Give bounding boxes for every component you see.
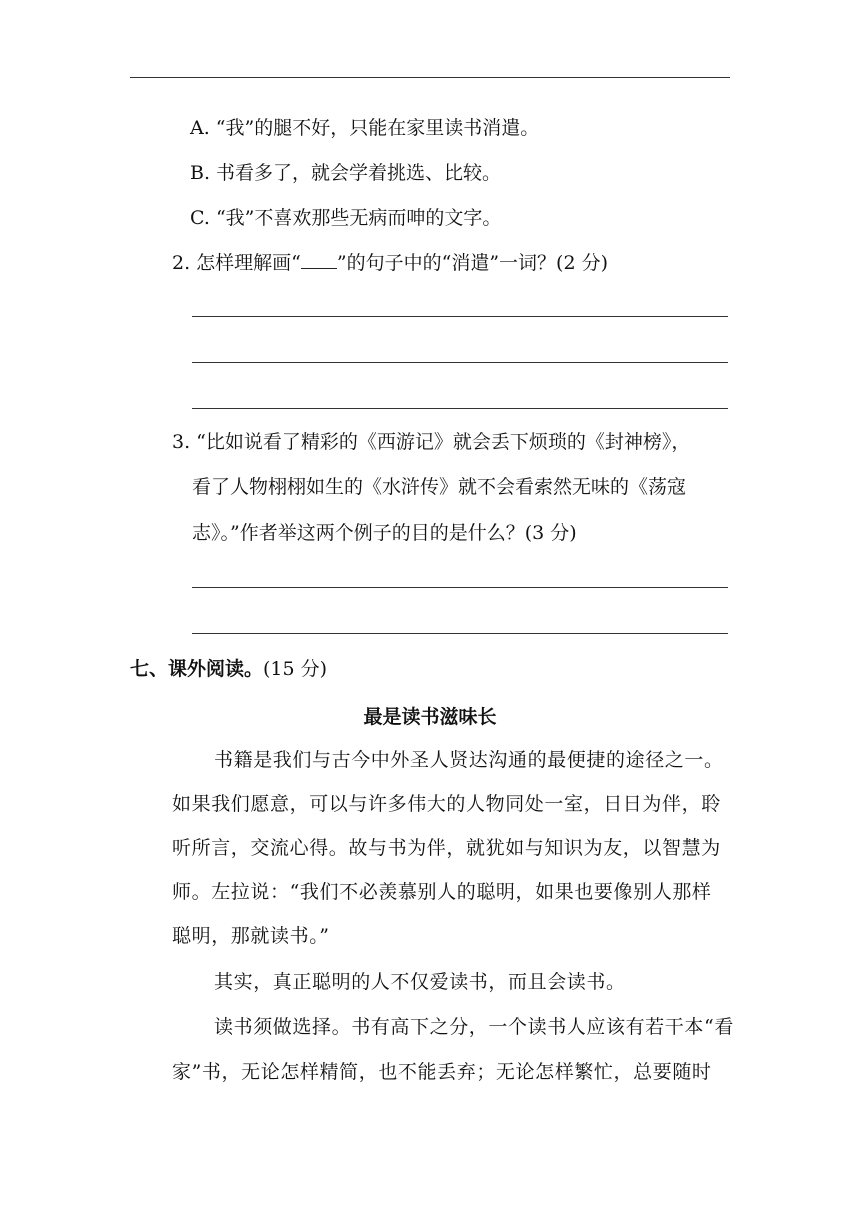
- answer-line[interactable]: [192, 587, 728, 588]
- passage-title: 最是读书滋味长: [363, 706, 497, 728]
- answer-line[interactable]: [192, 633, 728, 634]
- passage-p1-line-3: 听所言，交流心得。故与书为伴，就犹如与知识为友，以智慧为: [172, 837, 721, 859]
- passage-p3-line-1: 读书须做选择。书有高下之分，一个读书人应该有若干本“看: [214, 1016, 734, 1038]
- question-2: [172, 251, 608, 275]
- passage-p1-line-4: 师。左拉说：“我们不必羡慕别人的聪明，如果也要像别人那样: [172, 881, 712, 903]
- question-3-line-2: 看了人物栩栩如生的《水浒传》就不会看索然无味的《荡寇: [192, 476, 687, 498]
- passage-p1-line-1: 书籍是我们与古今中外圣人贤达沟通的最便捷的途径之一。: [214, 749, 724, 771]
- header-rule: [130, 77, 730, 78]
- passage-p1-line-5: 聪明，那就读书。”: [172, 925, 330, 947]
- section-7-heading: [130, 657, 327, 681]
- option-a: A. “我”的腿不好，只能在家里读书消遣。: [190, 117, 540, 139]
- option-b: B. 书看多了，就会学着挑选、比较。: [190, 162, 502, 184]
- question-3-line-1: 3. “比如说看了精彩的《西游记》就会丢下烦琐的《封神榜》，: [172, 431, 691, 453]
- answer-line[interactable]: [192, 362, 728, 363]
- section-7-score: (15 分): [263, 658, 328, 680]
- passage-p3-line-2: 家”书，无论怎样精简，也不能丢弃；无论怎样繁忙，总要随时: [172, 1061, 712, 1083]
- section-7-title: 七、课外阅读。: [130, 658, 264, 680]
- passage-p2: 其实，真正聪明的人不仅爱读书，而且会读书。: [214, 971, 626, 993]
- answer-line[interactable]: [192, 316, 728, 317]
- answer-line[interactable]: [192, 408, 728, 409]
- passage-p1-line-2: 如果我们愿意，可以与许多伟大的人物同处一室，日日为伴，聆: [172, 793, 721, 815]
- question-2-text-after: ”的句子中的“消遣”一词？(2 分): [336, 252, 608, 274]
- question-2-text-before: 2. 怎样理解画“: [172, 252, 301, 274]
- question-3-line-3: 志》。”作者举这两个例子的目的是什么？(3 分): [192, 522, 577, 544]
- option-c: C. “我”不喜欢那些无病而呻的文字。: [190, 207, 502, 229]
- underline-blank: [301, 254, 337, 269]
